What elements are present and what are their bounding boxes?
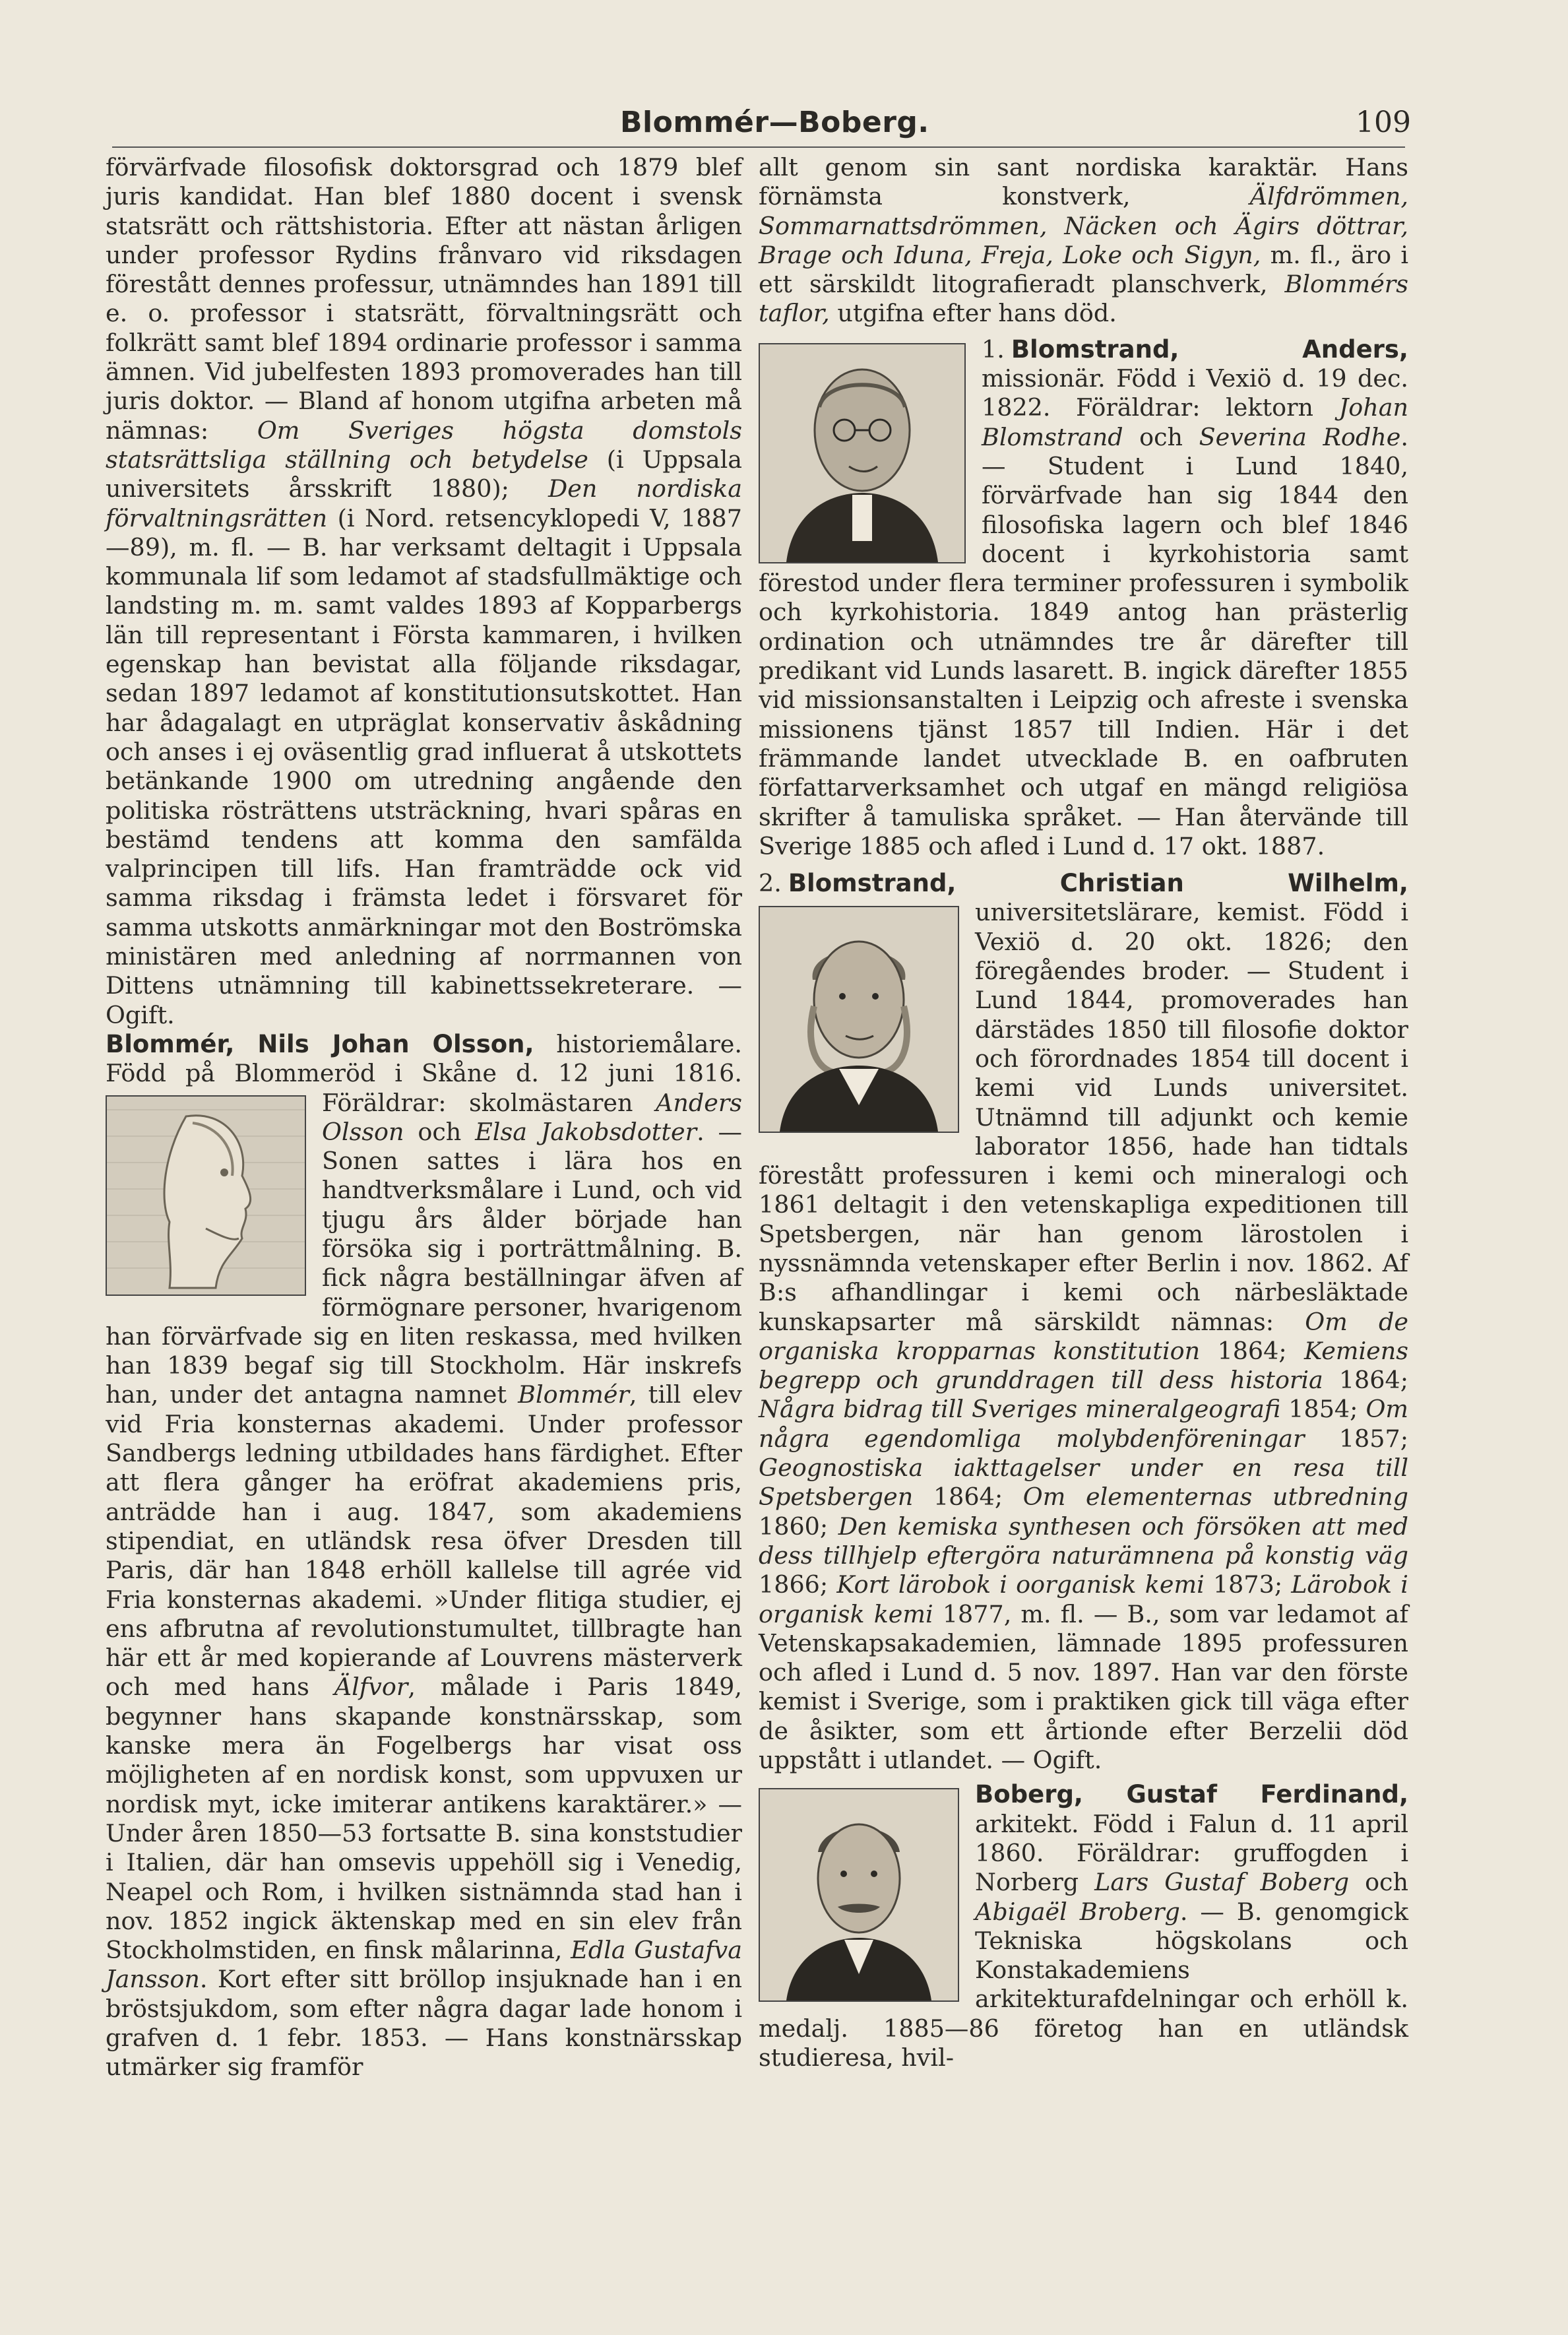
entry-blomstrand-anders: 1. Blomstrand, Anders, missionär. Född i Vexiö d. 19 dec. 1822. Föräldrar: lektorn Johan Blomstrand och Severina Rodhe. — Student i Lund 1840, förvärfvade han sig 1844 den filosofiska lagern och blef 1846 docent i kyrkohistoria samt förestod under flera terminer professuren i symbolik och kyrkohistoria. 1849 antog han prästerlig ordination och utnämndes tre år därefter till predikant vid Lunds lasarett. B. ingick därefter 1855 vid missionsanstalten i Leipzig och afreste i svenska missionens tjänst 1857 till Indien. Här i det främmande landet utvecklade B. en oafbruten författarverksamhet och utgaf en mängd religiösa skrifter å tamuliska språket. — Han återvände till Sverige 1885 och afled i Lund d. 17 okt. 1887. [759, 335, 1408, 860]
portrait-gustaf-boberg [759, 1788, 959, 2002]
right-column [759, 153, 1408, 2072]
page-header [0, 106, 1568, 152]
entry-blommer: Blommér, Nils Johan Olsson, historiemålare. Född på Blommeröd i Skåne d. 12 juni 1816. Föräldrar: skolmästaren Anders Olsson och Elsa Jakobsdotter. — Sonen sattes i lära hos en handtverksmålare i Lund, och vid tjugu års ålder började han försöka sig i porträttmålning. B. fick några beställningar äfven af förmögnare personer, hvarigenom han förvärfvade sig en liten reskassa, med hvilken han 1839 begaf sig till Stockholm. Här inskrefs han, under det antagna namnet Blommér, till elev vid Fria konsternas akademi. Under professor Sandbergs ledning utbildades hans färdighet. Efter att flera gånger ha eröfrat akademiens pris, anträdde han i aug. 1847, som akademiens stipendiat, en utländsk resa öfver Dresden till Paris, där han 1848 erhöll kallelse till agrée vid Fria konsternas akademi. »Under flitiga studier, ej ens afbrutna af revolutionstumultet, tillbragte han här ett år med kopierande af Louvrens mästerverk och med hans Älfvor, målade i Paris 1849, begynner hans skapande konstnärsskap, som kanske mera än Fogelbergs har visat oss möjligheten af en nordisk konst, som uppvuxen ur nordisk myt, icke imiterar antikens karaktärer.» — Under åren 1850—53 fortsatte B. sina konststudier i Italien, där han omsevis uppehöll sig i Venedig, Neapel och Rom, i hvilken sistnämnda stad han i nov. 1852 ingick äktenskap med en sin elev från Stockholmstiden, en finsk målarinna, Edla Gustafva Jansson. Kort efter sitt bröllop insjuknade han i en bröstsjukdom, som efter några dagar lade honom i grafven d. 1 febr. 1853. — Hans konstnärsskap utmärker sig framför [106, 1029, 743, 2082]
headword-blommer: Blommér, Nils Johan Olsson, [106, 1029, 534, 1058]
left-column [106, 153, 742, 2082]
continued-entry: förvärfvade filosofisk doktorsgrad och 1879 blef juris kandidat. Han blef 1880 docent i svensk statsrätt och rättshistoria. Efter att nästan årligen under professor Rydins frånvaro vid riksdagen förestått dennes professur, utnämndes han 1891 till e. o. professor i statsrätt, förvaltningsrätt och folkrätt samt blef 1894 ordinarie professor i samma ämnen. Vid jubelfesten 1893 promoverades han till juris doktor. — Bland af honom utgifna arbeten må nämnas: Om Sveriges högsta domstols statsrättsliga ställning och betydelse (i Uppsala universitets årsskrift 1880); Den nordiska förvaltningsrätten (i Nord. retsencyklopedi V, 1887—89), m. fl. — B. har verksamt deltagit i Uppsala kommunala lif som ledamot af stadsfullmäktige och landsting m. m. samt valdes 1893 af Kopparbergs län till representant i Första kammaren, i hvilken egenskap han bevistat alla följande riksdagar, sedan 1897 ledamot af konstitutionsutskottet. Han har ådagalagt en utpräglat konservativ åskådning och anses i ej oväsentlig grad influerat å utskottets betänkande 1900 om utredning angående den politiska rösträttens utsträckning, hvari spåras en bestämd tendens att komma den samfälda valprincipen till lifs. Han framträdde ock vid samma riksdag i främsta ledet i försvaret för samma utskotts anmärkningar mot den Boströmska ministären med anledning af norrmannen von Dittens utnämning till kabinettssekreterare. — Ogift. [106, 153, 743, 1029]
portrait-christian-blomstrand [759, 906, 959, 1133]
header-rule [112, 146, 1405, 148]
headword-blomstrand-anders: Blomstrand, Anders, [1011, 335, 1408, 364]
entry-blomstrand-christian: 2. Blomstrand, Christian Wilhelm, universitetslärare, kemist. Född i Vexiö d. 20 okt. 1826; den föregåendes broder. — Student i Lund 1844, promoverades han därstädes 1850 till filosofie doktor och förordnades 1854 till docent i kemi vid Lunds universitet. Utnämnd till adjunkt och kemie laborator 1856, hade han tidtals förestått professuren i kemi och mineralogi och 1861 deltagit i den vetenskapliga expeditionen till Spetsbergen, när han genom lärostolen i nyssnämnda vetenskaper efter Berlin i nov. 1862. Af B:s afhandlingar i kemi och närbesläktade kunskapsarter må särskildt nämnas: Om de organiska kropparnas konstitution 1864; Kemiens begrepp och grunddragen till dess historia 1864; Några bidrag till Sveriges mineralgeografi 1854; Om några egendomliga molybdenföreningar 1857; Geognostiska iakttagelser under en resa till Spetsbergen 1864; Om elementernas utbredning 1860; Den kemiska synthesen och försöken att med dess tillhjelp eftergöra naturämnena på konstig väg 1866; Kort lärobok i oorganisk kemi 1873; Lärobok i organisk kemi 1877, m. fl. — B., som var ledamot af Vetenskapsakademien, lämnade 1895 professuren och afled i Lund d. 5 nov. 1897. Han var den förste kemist i Sverige, som i praktiken gick till väga efter de åsikter, som ett årtionde efter Berzelii död uppstått i utlandet. — Ogift. [759, 869, 1409, 1775]
portrait-blommer-relief [106, 1095, 306, 1296]
continued-blommer-entry: allt genom sin sant nordiska karaktär. Hans förnämsta konstverk, Älfdrömmen, Sommarnattsdrömmen, Näcken och Ägirs döttrar, Brage och Iduna, Freja, Loke och Sigyn, m. fl., äro i ett särskildt litografieradt planschverk, Blommérs taflor, utgifna efter hans död. [759, 153, 1408, 328]
headword-boberg: Boberg, Gustaf Ferdinand, [975, 1780, 1408, 1809]
page-number: 109 [1356, 106, 1411, 139]
running-title: Blommér—Boberg. [620, 106, 929, 139]
entry-boberg: Boberg, Gustaf Ferdinand, arkitekt. Född i Falun d. 11 april 1860. Föräldrar: gruffogden i Norberg Lars Gustaf Boberg och Abigaël Broberg. — B. genomgick Tekniska högskolans och Konstakademiens arkitekturafdelningar och erhöll k. medalj. 1885—86 företog han en utländsk studieresa, hvil- [759, 1780, 1409, 2072]
headword-blomstrand-christian: Blomstrand, Christian Wilhelm, [788, 869, 1408, 898]
portrait-anders-blomstrand [759, 343, 966, 563]
